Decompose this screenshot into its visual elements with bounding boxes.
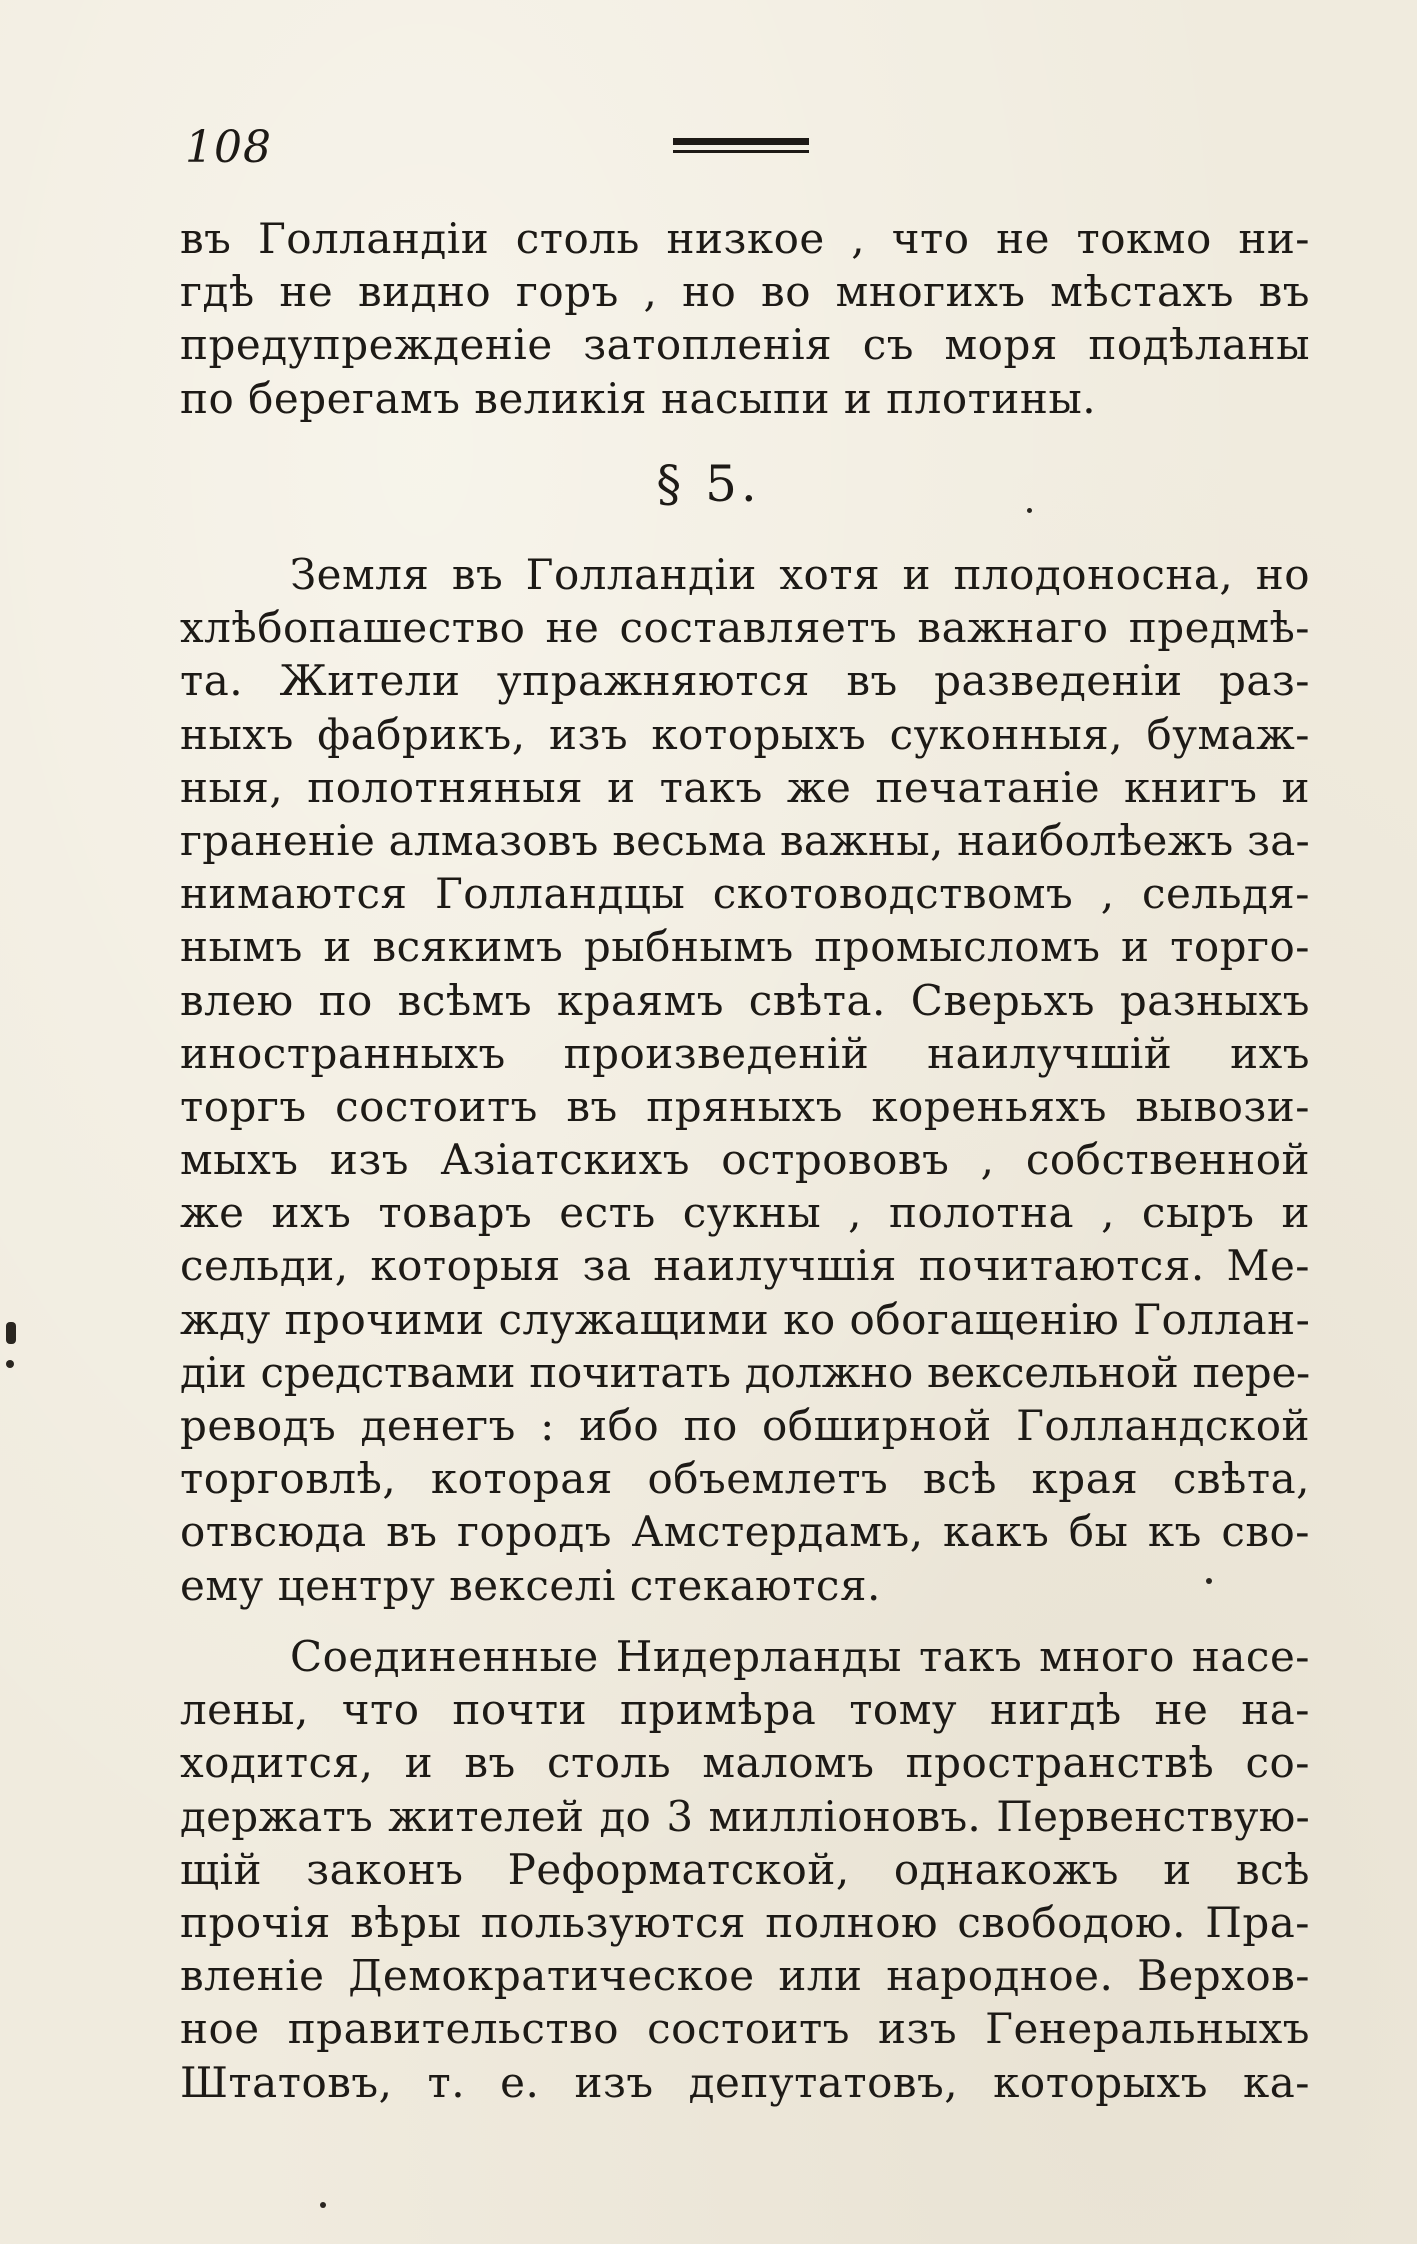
text-line: держатъ жителей до 3 милліоновъ. Первенствую- <box>180 1791 1310 1841</box>
text-line: ему центру векселі стекаются. <box>180 1560 881 1610</box>
text-line: ходится, и въ столь маломъ пространствѣ со- <box>180 1738 1310 1788</box>
text-line: торговлѣ, которая объемлетъ всѣ края свѣта, <box>180 1454 1310 1504</box>
text-line: хлѣбопашество не составляетъ важнаго предмѣ- <box>180 603 1310 653</box>
text-line: щій законъ Реформатской, однакожъ и всѣ <box>180 1844 1310 1894</box>
paragraph-netherlands <box>180 1630 1310 2109</box>
text-line: реводъ денегъ : ибо по обширной Голландской <box>180 1401 1310 1450</box>
text-line: Соединенные Нидерланды такъ много насе- <box>290 1632 1310 1681</box>
text-line: по берегамъ великія насыпи и плотины. <box>180 373 1097 423</box>
text-line: жду прочими служащими ко обогащенію Голлан- <box>180 1294 1311 1344</box>
text-line: діи средствами почитать должно вексельной пере- <box>180 1347 1310 1397</box>
text-line: ное правительство состоитъ изъ Генеральныхъ <box>180 2004 1310 2054</box>
header-rule-thick <box>673 138 809 145</box>
text-line: отвсюда въ городъ Амстердамъ, какъ бы къ сво- <box>180 1507 1310 1557</box>
paragraph-continuation <box>180 212 1310 425</box>
paper-speck <box>1206 1578 1212 1584</box>
text-line: та. Жители упражняются въ разведеніи раз- <box>180 656 1310 706</box>
paper-speck <box>320 2202 326 2208</box>
text-line: иностранныхъ произведеній наилучшій ихъ <box>180 1028 1310 1078</box>
text-line: граненіе алмазовъ весьма важны, наиболѣежъ за- <box>180 815 1310 865</box>
paper-speck <box>6 1322 16 1344</box>
text-line: ныя, полотняныя и такъ же печатаніе книгъ и <box>180 762 1310 812</box>
text-line: гдѣ не видно горъ , но во многихъ мѣстахъ въ <box>180 267 1310 317</box>
page-number: 108 <box>185 122 272 173</box>
text-line: нимаются Голландцы скотоводствомъ , сельдя- <box>180 869 1310 919</box>
paragraph-section-5 <box>180 548 1310 1612</box>
text-line: Штатовъ, т. е. изъ депутатовъ, которыхъ ка- <box>180 2057 1310 2107</box>
text-line: ныхъ фабрикъ, изъ которыхъ суконныя, бумаж- <box>180 709 1310 759</box>
text-line: мыхъ изъ Азіатскихъ острововъ , собственной <box>180 1135 1310 1185</box>
header-rule-thin <box>673 150 809 153</box>
paper-speck <box>6 1360 14 1368</box>
header-double-rule <box>673 138 809 164</box>
text-line: въ Голландіи столь низкое , что не токмо ни- <box>180 214 1310 263</box>
text-line: лены, что почти примѣра тому нигдѣ не на- <box>180 1685 1310 1735</box>
text-line: нымъ и всякимъ рыбнымъ промысломъ и торго- <box>180 922 1310 972</box>
text-line: вленіе Демократическое или народное. Верхов- <box>180 1951 1310 2001</box>
text-line: Земля въ Голландіи хотя и плодоносна, но <box>290 550 1310 599</box>
text-line: торгъ состоитъ въ пряныхъ кореньяхъ вывози- <box>180 1081 1310 1131</box>
text-line: сельди, которыя за наилучшія почитаются. Ме- <box>180 1241 1310 1291</box>
text-line: предупрежденіе затопленія съ моря подѣланы <box>180 320 1310 370</box>
text-line: же ихъ товаръ есть сукны , полотна , сыръ и <box>180 1188 1310 1238</box>
section-heading: § 5. <box>656 455 761 513</box>
paper-speck <box>1027 508 1032 513</box>
text-line: влею по всѣмъ краямъ свѣта. Сверьхъ разныхъ <box>180 975 1310 1025</box>
text-line: прочія вѣры пользуются полною свободою. Пра- <box>180 1897 1310 1947</box>
